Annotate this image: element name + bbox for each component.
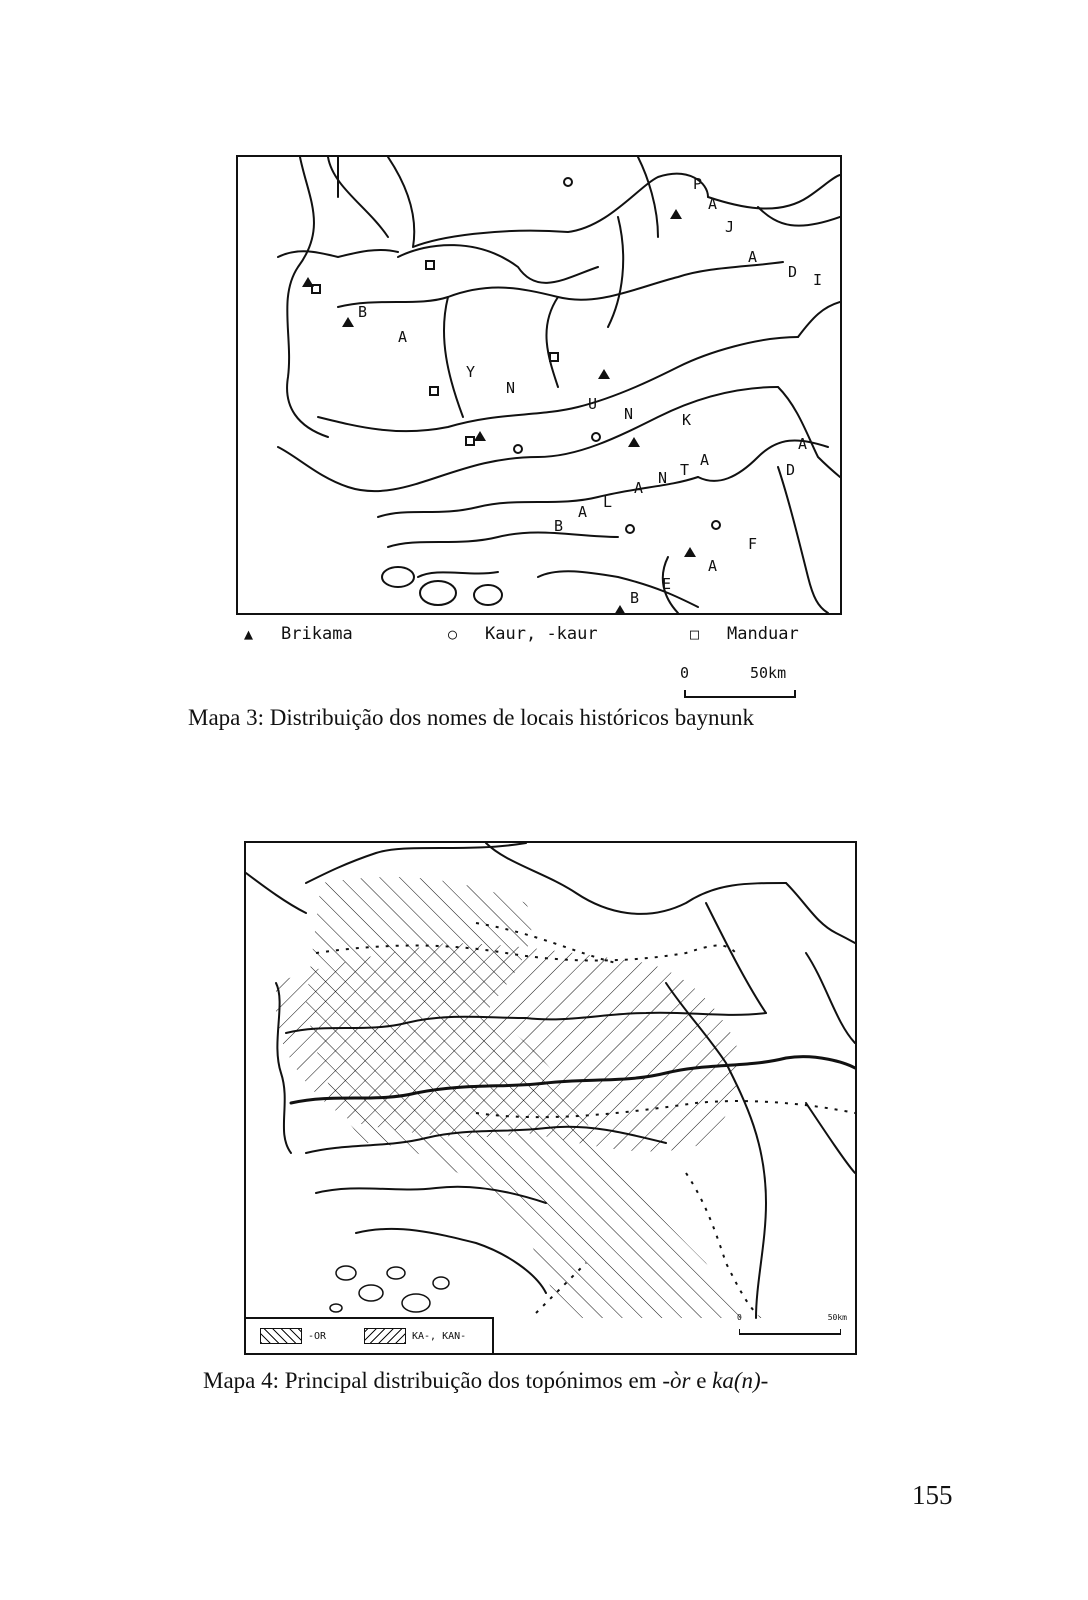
map-3-label: B [630,589,640,607]
map-3-label: F [748,535,758,553]
map-4-scale-bar [737,1313,847,1343]
legend-item-manduar [690,624,799,644]
map-3-label: I [813,271,823,289]
map-3-label: E [662,575,672,593]
map-3-label: A [578,503,588,521]
page-number: 155 [912,1480,953,1510]
caption-suffix-or: -òr [662,1368,691,1393]
square-icon: □ [690,625,700,643]
map-3-label: A [398,328,408,346]
map-3-label: D [786,461,796,479]
map-3-label: A [634,479,644,497]
map-3-label: K [682,411,692,429]
scale-distance: 50km [750,664,787,682]
map-4-drawing [246,843,855,1353]
circle-icon: ○ [448,625,458,643]
map-3 [236,155,842,615]
legend-item-ka [364,1328,466,1344]
map-3-label: Y [466,363,476,381]
legend-label: Brikama [281,624,353,644]
map-3-label: N [658,469,668,487]
map-4-legend [246,1317,494,1353]
map-3-label: A [798,435,808,453]
legend-item-or [260,1328,326,1344]
caption-text: Mapa 4: Principal distribuição dos topónimos em [203,1368,663,1393]
map-3-label: A [708,195,718,213]
map-3-caption: Mapa 3: Distribuição dos nomes de locais históricos baynunk [188,705,754,730]
map-3-label: B [554,517,564,535]
map-3-label: U [588,395,598,413]
legend-item-brikama [244,624,353,644]
map-3-label: J [725,218,735,236]
legend-label: Kaur, -kaur [485,624,598,644]
map-4 [244,841,857,1355]
or-hatch-swatch [260,1328,302,1344]
legend-label: KA-, KAN- [412,1330,467,1342]
map-3-label: A [700,451,710,469]
scale-distance: 50km [827,1313,847,1322]
map-4-caption [203,1368,768,1394]
legend-label: Manduar [727,624,799,644]
map-3-label: L [603,493,613,511]
map-3-label: N [506,379,516,397]
scale-line [684,690,796,698]
scale-zero: 0 [737,1313,742,1322]
map-3-label: D [788,263,798,281]
scale-line [739,1329,841,1335]
map-3-legend [236,624,838,648]
triangle-icon: ▲ [244,625,254,643]
legend-item-kaur [448,624,598,644]
legend-label: -OR [308,1330,327,1342]
map-3-label: N [624,405,634,423]
map-3-drawing [238,157,840,613]
map-3-label: P [693,175,703,193]
caption-conjunction: e [690,1368,713,1393]
map-3-scale-bar [680,664,800,704]
ka-hatch-swatch [364,1328,406,1344]
map-3-label: T [680,461,690,479]
map-3-label: A [708,557,718,575]
scale-zero: 0 [680,664,690,682]
map-3-label: A [748,248,758,266]
caption-prefix-ka: ka(n)- [712,1368,769,1393]
map-3-label: B [358,303,368,321]
